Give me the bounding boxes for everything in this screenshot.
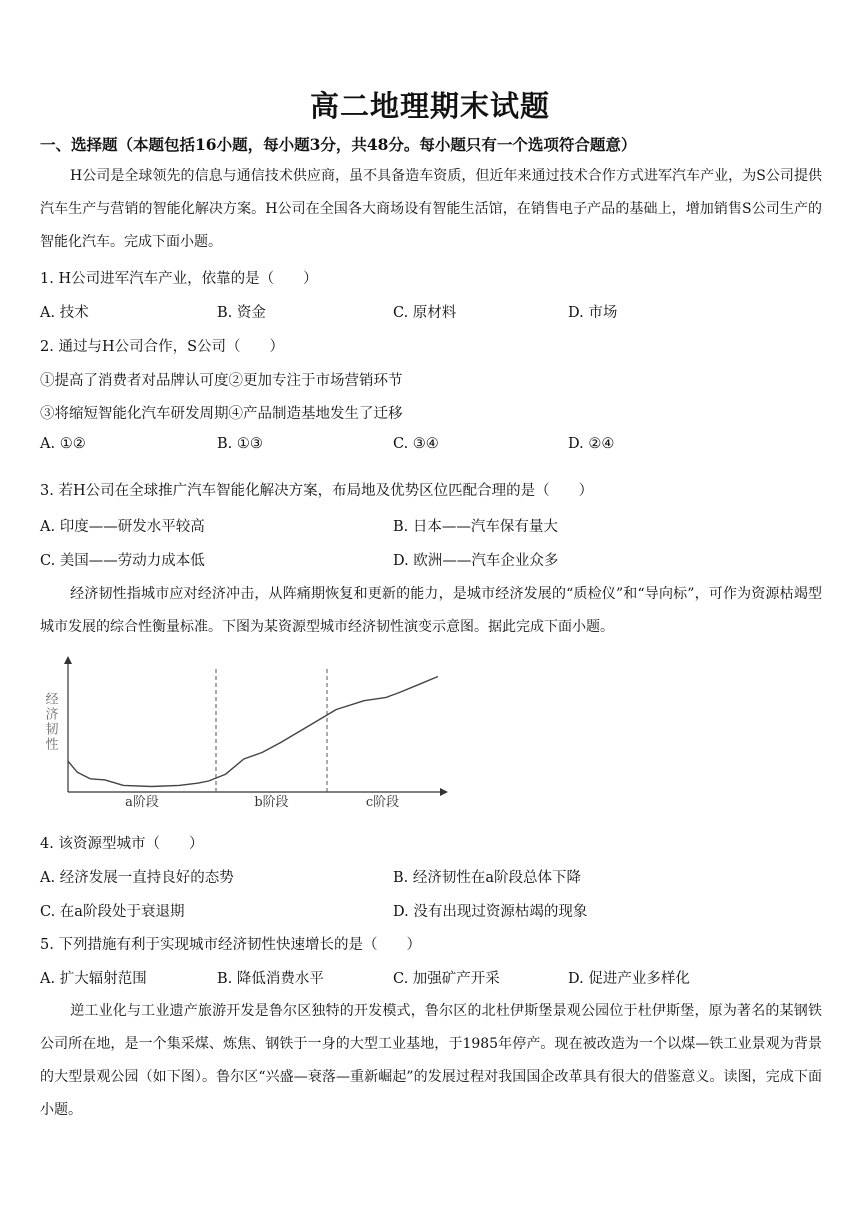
material-1-text: H公司是全球领先的信息与通信技术供应商，虽不具备造车资质，但近年来通过技术合作方式进军汽车产业，为S公司提供汽车生产与营销的智能化解决方案。H公司在全国各大商场设有智能生活馆，在销售电子产品的基础上，增加销售S公司生产的智能化汽车。完成下面小题。 — [40, 168, 822, 250]
q5-option-a: A. 扩大辐射范围 — [40, 971, 147, 987]
q2-option-d: D. ②④ — [568, 436, 615, 452]
q4-option-b: B. 经济韧性在a阶段总体下降 — [393, 870, 582, 886]
question-4-stem: 4. 该资源型城市（ ） — [40, 836, 204, 852]
q4-option-c: C. 在a阶段处于衰退期 — [40, 904, 185, 920]
material-paragraph-3 — [40, 995, 822, 1127]
q3-option-d: D. 欧洲——汽车企业众多 — [393, 553, 559, 569]
q1-option-c: C. 原材料 — [393, 305, 457, 321]
resilience-line — [68, 677, 438, 787]
question-2-stem: 2. 通过与H公司合作，S公司（ ） — [40, 339, 285, 355]
y-axis-arrow — [64, 656, 72, 664]
q2-option-c: C. ③④ — [393, 436, 439, 452]
question-5-stem: 5. 下列措施有利于实现城市经济韧性快速增长的是（ ） — [40, 937, 421, 953]
x-axis-arrow — [440, 788, 448, 796]
material-2-text: 经济韧性指城市应对经济冲击，从阵痛期恢复和更新的能力，是城市经济发展的“质检仪”和“导向标”，可作为资源枯竭型城市发展的综合性衡量标准。下图为某资源型城市经济韧性演变示意图。据此完成下面小题。 — [40, 586, 822, 635]
economic-resilience-chart — [38, 652, 448, 812]
q2-statement-2: ③将缩短智能化汽车研发周期④产品制造基地发生了迁移 — [40, 406, 403, 422]
y-axis-label: 经济韧性 — [42, 692, 58, 752]
q2-option-b: B. ①③ — [217, 436, 263, 452]
q3-option-b: B. 日本——汽车保有量大 — [393, 519, 558, 535]
q5-option-d: D. 促进产业多样化 — [568, 971, 690, 987]
page-title: 高二地理期末试题 — [309, 89, 550, 123]
q1-option-d: D. 市场 — [568, 305, 618, 321]
q5-option-b: B. 降低消费水平 — [217, 971, 324, 987]
q3-option-a: A. 印度——研发水平较高 — [40, 519, 205, 535]
material-paragraph-1 — [40, 160, 822, 259]
question-3-stem: 3. 若H公司在全球推广汽车智能化解决方案，布局地及优势区位匹配合理的是（ ） — [40, 483, 594, 499]
section-heading: 一、选择题（本题包括16小题，每小题3分，共48分。每小题只有一个选项符合题意） — [40, 135, 637, 154]
material-3-text: 逆工业化与工业遗产旅游开发是鲁尔区独特的开发模式，鲁尔区的北杜伊斯堡景观公园位于杜伊斯堡，原为著名的某钢铁公司所在地，是一个集采煤、炼焦、钢铁于一身的大型工业基地，于1985年停产。现在被改造为一个以煤—铁工业景观为背景的大型景观公园（如下图）。鲁尔区“兴盛—衰落—重新崛起”的发展过程对我国国企改革具有很大的借鉴意义。读图，完成下面小题。 — [40, 1003, 822, 1118]
question-1-stem: 1. H公司进军汽车产业，依靠的是（ ） — [40, 271, 318, 287]
stage-label-2: b阶段 — [254, 795, 289, 810]
stage-label-3: c阶段 — [365, 795, 400, 810]
q4-option-a: A. 经济发展一直持良好的态势 — [40, 870, 234, 886]
q4-option-d: D. 没有出现过资源枯竭的现象 — [393, 904, 588, 920]
q2-statement-1: ①提高了消费者对品牌认可度②更加专注于市场营销环节 — [40, 373, 403, 389]
q5-option-c: C. 加强矿产开采 — [393, 971, 500, 987]
q3-option-c: C. 美国——劳动力成本低 — [40, 553, 205, 569]
material-paragraph-2 — [40, 578, 822, 644]
q1-option-a: A. 技术 — [40, 305, 89, 321]
q2-option-a: A. ①② — [40, 436, 86, 452]
stage-label-1: a阶段 — [125, 795, 159, 810]
q1-option-b: B. 资金 — [217, 305, 266, 321]
